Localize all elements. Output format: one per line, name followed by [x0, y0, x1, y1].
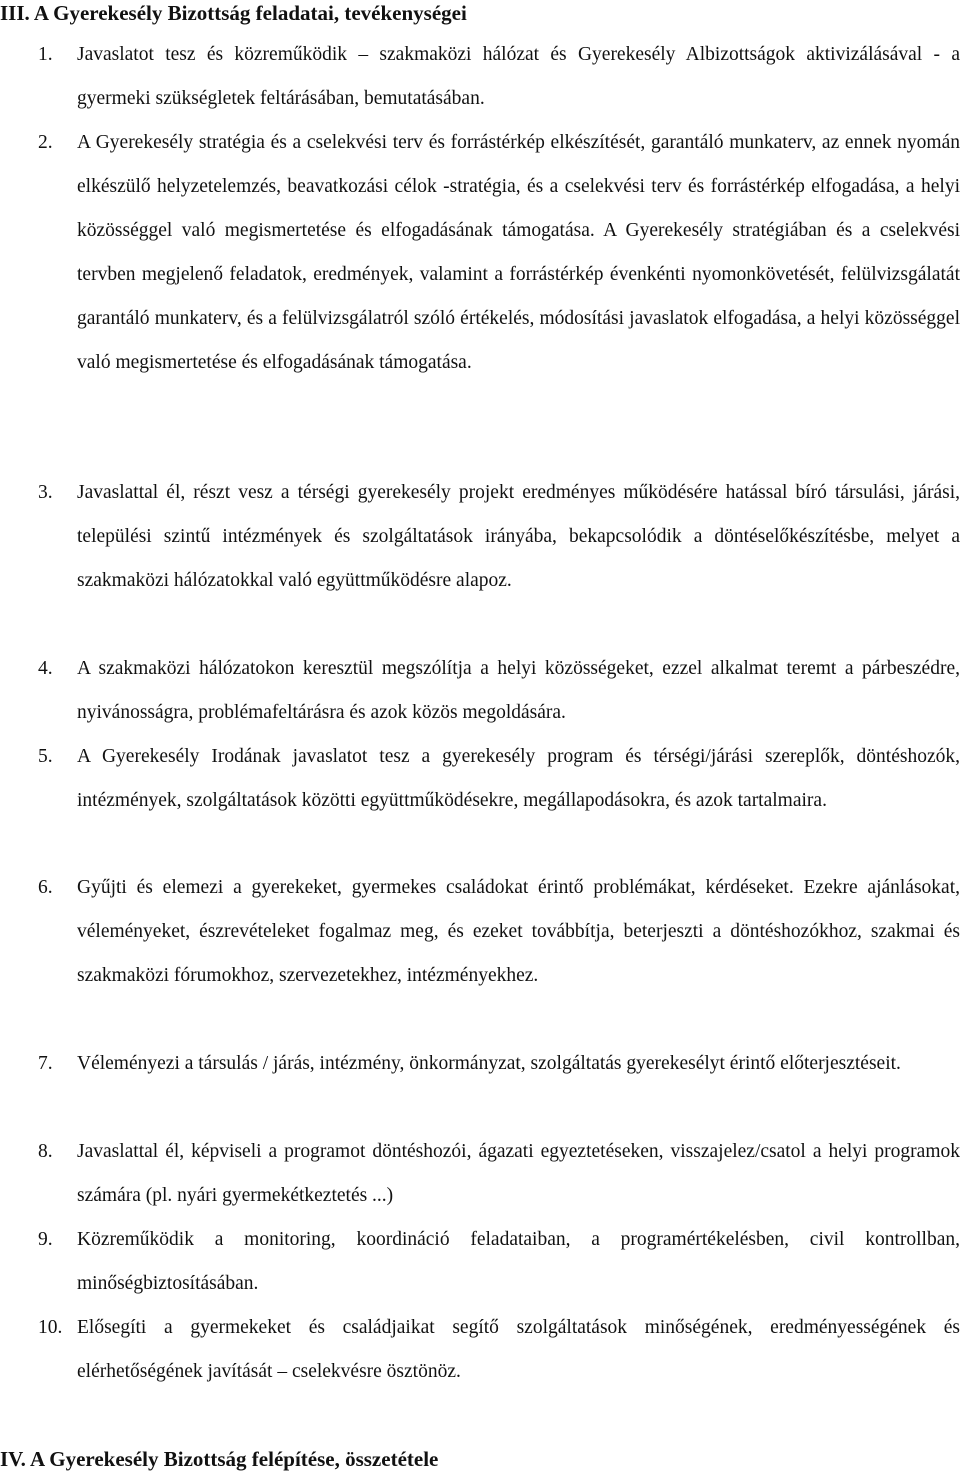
list-item-text: Javaslattal él, képviseli a programot döntéshozói, ágazati egyeztetéseken, visszajelez/csatol a helyi programok számára (pl. nyári gyermekétkeztetés ...) [77, 1141, 960, 1206]
list-item-text: Véleményezi a társulás / járás, intézmény, önkormányzat, szolgáltatás gyerekesélyt érintő előterjesztéseit. [77, 1053, 901, 1074]
list-item-text: Közreműködik a monitoring, koordináció feladataiban, a programértékelésben, civil kontrollban, minőségbiztosításában. [77, 1229, 960, 1294]
list-item-text: Javaslattal él, részt vesz a térségi gyerekesély projekt eredményes működésére hatással bíró társulási, járási, települési szintű intézmények és szolgáltatások irányába, bekapcsolódik a döntéselőkészítésbe, melyet a szakmaközi hálózatokkal való együttműködésre alapoz. [77, 482, 960, 591]
list-item-number: 9. [38, 1229, 53, 1250]
list-item-number: 10. [38, 1317, 63, 1338]
list-item-number: 6. [38, 877, 53, 898]
list-item-text: Elősegíti a gyermekeket és családjaikat segítő szolgáltatások minőségének, eredményességének és elérhetőségének javítását – cselekvésre ösztönöz. [77, 1317, 960, 1382]
list-item-text: Gyűjti és elemezi a gyerekeket, gyermekes családokat érintő problémákat, kérdéseket. Ezekre ajánlásokat, véleményeket, észrevételeket fogalmaz meg, és ezeket továbbítja, beterjeszti a döntéshozókhoz, szakmai és szakmaközi fórumokhoz, szervezetekhez, intézményekhez. [77, 877, 960, 986]
list-item-text: A szakmaközi hálózatokon keresztül megszólítja a helyi közösségeket, ezzel alkalmat teremt a párbeszédre, nyivánosságra, problémafeltárásra és azok közös megoldására. [77, 658, 960, 723]
list-item-number: 1. [38, 44, 53, 65]
list-item-number: 2. [38, 132, 53, 153]
list-item-number: 5. [38, 746, 53, 767]
list-item-text: Javaslatot tesz és közreműködik – szakmaközi hálózat és Gyerekesély Albizottságok aktivizálásával - a gyermeki szükségletek feltárásában, bemutatásában. [77, 44, 960, 109]
list-item-number: 7. [38, 1053, 53, 1074]
list-item-number: 4. [38, 658, 53, 679]
list-item-text: A Gyerekesély stratégia és a cselekvési terv és forrástérkép elkészítését, garantáló munkaterv, az ennek nyomán elkészülő helyzetelemzés, beavatkozási célok -stratégia, és a cselekvési terv és forrástérkép elfogadása, a helyi közösséggel való megismertetése és elfogadásának támogatása. A Gyerekesély stratégiában és a cselekvési tervben megjelenő feladatok, eredmények, valamint a forrástérkép évenkénti nyomonkövetését, felülvizsgálatát garantáló munkaterv, és a felülvizsgálatról szóló értékelés, módosítási javaslatok elfogadása, a helyi közösséggel való megismertetése és elfogadásának támogatása. [77, 132, 960, 373]
list-item-number: 8. [38, 1141, 53, 1162]
list-item-number: 3. [38, 482, 53, 503]
section-heading-iv: IV. A Gyerekesély Bizottság felépítése, összetétele [0, 1447, 439, 1471]
section-heading-iii: III. A Gyerekesély Bizottság feladatai, tevékenységei [0, 1, 467, 25]
list-item-text: A Gyerekesély Irodának javaslatot tesz a gyerekesély program és térségi/járási szereplők, döntéshozók, intézmények, szolgáltatások közötti együttműködésekre, megállapodásokra, és azok tartalmaira. [77, 746, 960, 811]
